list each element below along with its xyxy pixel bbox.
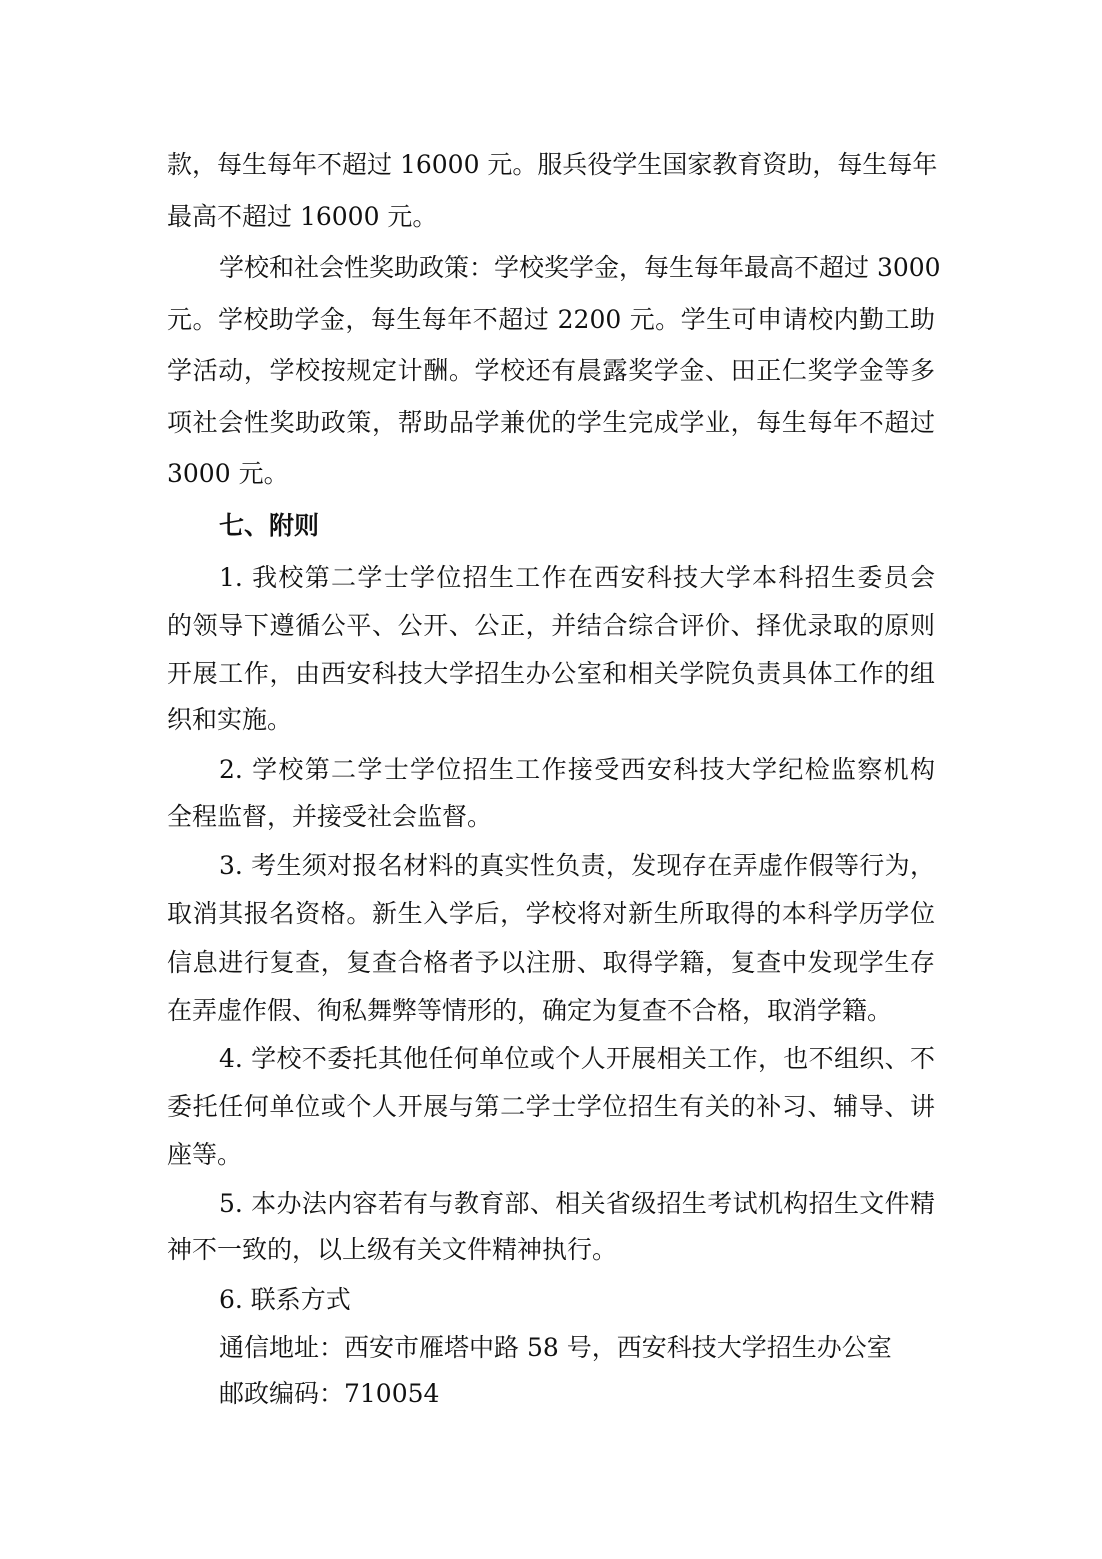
paragraph-line: 信息进行复查，复查合格者予以注册、取得学籍，复查中发现学生存 (167, 948, 935, 977)
paragraph-line: 的领导下遵循公平、公开、公正，并结合综合评价、择优录取的原则 (167, 611, 935, 640)
paragraph-line: 开展工作，由西安科技大学招生办公室和相关学院负责具体工作的组 (167, 659, 935, 688)
paragraph-line: 织和实施。 (167, 705, 293, 734)
paragraph-line: 全程监督，并接受社会监督。 (167, 802, 493, 831)
postal-code: 邮政编码：710054 (219, 1379, 440, 1408)
paragraph-line: 在弄虚作假、徇私舞弊等情形的，确定为复查不合格，取消学籍。 (167, 996, 893, 1025)
paragraph-line: 2. 学校第二学士学位招生工作接受西安科技大学纪检监察机构 (219, 755, 935, 784)
contact-heading: 6. 联系方式 (219, 1285, 351, 1314)
paragraph-line: 3. 考生须对报名材料的真实性负责，发现存在弄虚作假等行为， (219, 851, 935, 880)
mailing-address: 通信地址：西安市雁塔中路 58 号，西安科技大学招生办公室 (219, 1333, 892, 1362)
paragraph-line: 最高不超过 16000 元。 (167, 202, 438, 231)
paragraph-line: 学校和社会性奖助政策：学校奖学金，每生每年最高不超过 3000 (219, 253, 941, 282)
paragraph-line: 神不一致的，以上级有关文件精神执行。 (167, 1235, 618, 1264)
paragraph-line: 项社会性奖助政策，帮助品学兼优的学生完成学业，每生每年不超过 (167, 408, 935, 437)
paragraph-line: 款，每生每年不超过 16000 元。服兵役学生国家教育资助，每生每年 (167, 150, 938, 179)
paragraph-line: 1. 我校第二学士学位招生工作在西安科技大学本科招生委员会 (219, 563, 935, 592)
paragraph-line: 取消其报名资格。新生入学后，学校将对新生所取得的本科学历学位 (167, 899, 935, 928)
paragraph-line: 委托任何单位或个人开展与第二学士学位招生有关的补习、辅导、讲 (167, 1092, 935, 1121)
section-heading: 七、附则 (219, 511, 320, 540)
paragraph-line: 学活动，学校按规定计酬。学校还有晨露奖学金、田正仁奖学金等多 (167, 356, 935, 385)
paragraph-line: 元。学校助学金，每生每年不超过 2200 元。学生可申请校内勤工助 (167, 305, 935, 334)
paragraph-line: 3000 元。 (167, 459, 289, 488)
paragraph-line: 5. 本办法内容若有与教育部、相关省级招生考试机构招生文件精 (219, 1189, 935, 1218)
paragraph-line: 4. 学校不委托其他任何单位或个人开展相关工作，也不组织、不 (219, 1044, 935, 1073)
paragraph-line: 座等。 (167, 1140, 243, 1169)
